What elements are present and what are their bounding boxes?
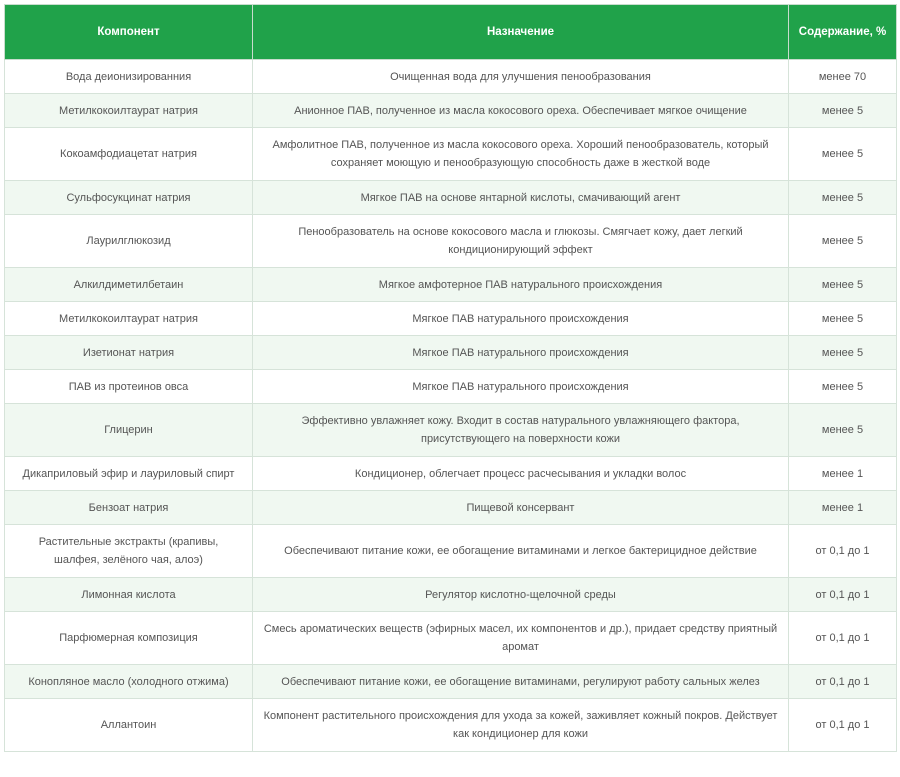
cell-component: Метилкокоилтаурат натрия	[5, 94, 253, 128]
table-row	[5, 457, 897, 491]
cell-purpose: Мягкое ПАВ на основе янтарной кислоты, смачивающий агент	[253, 181, 789, 215]
cell-content: менее 5	[789, 302, 897, 336]
cell-purpose: Обеспечивают питание кожи, ее обогащение витаминами, регулируют работу сальных желез	[253, 665, 789, 699]
table-row	[5, 215, 897, 268]
cell-component: Метилкокоилтаурат натрия	[5, 302, 253, 336]
cell-content: от 0,1 до 1	[789, 699, 897, 752]
cell-component: Конопляное масло (холодного отжима)	[5, 665, 253, 699]
cell-component: Алкилдиметилбетаин	[5, 268, 253, 302]
cell-content: от 0,1 до 1	[789, 525, 897, 578]
cell-purpose: Пищевой консервант	[253, 491, 789, 525]
table-row	[5, 336, 897, 370]
table-row	[5, 578, 897, 612]
cell-component: Сульфосукцинат натрия	[5, 181, 253, 215]
cell-component: Бензоат натрия	[5, 491, 253, 525]
cell-content: менее 5	[789, 370, 897, 404]
table-row	[5, 302, 897, 336]
cell-content: менее 5	[789, 404, 897, 457]
cell-purpose: Амфолитное ПАВ, полученное из масла кокосового ореха. Хороший пенообразователь, который сохраняет моющую и пенообразующую способность даже в жесткой воде	[253, 128, 789, 181]
cell-content: менее 70	[789, 60, 897, 94]
cell-purpose: Обеспечивают питание кожи, ее обогащение витаминами и легкое бактерицидное действие	[253, 525, 789, 578]
table-row	[5, 525, 897, 578]
cell-content: менее 5	[789, 94, 897, 128]
ingredients-table	[4, 4, 897, 752]
cell-component: Вода деионизированния	[5, 60, 253, 94]
cell-purpose: Компонент растительного происхождения для ухода за кожей, заживляет кожный покров. Действует как кондиционер для кожи	[253, 699, 789, 752]
cell-component: Дикаприловый эфир и лауриловый спирт	[5, 457, 253, 491]
cell-content: менее 5	[789, 336, 897, 370]
cell-purpose: Очищенная вода для улучшения пенообразования	[253, 60, 789, 94]
table-row	[5, 94, 897, 128]
cell-purpose: Анионное ПАВ, полученное из масла кокосового ореха. Обеспечивает мягкое очищение	[253, 94, 789, 128]
cell-component: Растительные экстракты (крапивы, шалфея, зелёного чая, алоэ)	[5, 525, 253, 578]
cell-component: Кокоамфодиацетат натрия	[5, 128, 253, 181]
cell-purpose: Смесь ароматических веществ (эфирных масел, их компонентов и др.), придает средству приятный аромат	[253, 612, 789, 665]
cell-component: Лимонная кислота	[5, 578, 253, 612]
column-header-purpose: Назначение	[253, 5, 789, 60]
table-row	[5, 370, 897, 404]
cell-content: менее 5	[789, 181, 897, 215]
table-row	[5, 181, 897, 215]
cell-purpose: Пенообразователь на основе кокосового масла и глюкозы. Смягчает кожу, дает легкий кондиционирующий эффект	[253, 215, 789, 268]
column-header-component: Компонент	[5, 5, 253, 60]
cell-component: ПАВ из протеинов овса	[5, 370, 253, 404]
cell-component: Парфюмерная композиция	[5, 612, 253, 665]
table-header-row	[5, 5, 897, 60]
table-row	[5, 60, 897, 94]
cell-purpose: Мягкое ПАВ натурального происхождения	[253, 370, 789, 404]
cell-component: Изетионат натрия	[5, 336, 253, 370]
cell-purpose: Регулятор кислотно-щелочной среды	[253, 578, 789, 612]
cell-content: от 0,1 до 1	[789, 665, 897, 699]
cell-purpose: Эффективно увлажняет кожу. Входит в состав натурального увлажняющего фактора, присутствующего на поверхности кожи	[253, 404, 789, 457]
cell-purpose: Мягкое амфотерное ПАВ натурального происхождения	[253, 268, 789, 302]
table-row	[5, 699, 897, 752]
cell-content: менее 5	[789, 128, 897, 181]
cell-component: Глицерин	[5, 404, 253, 457]
cell-content: менее 5	[789, 268, 897, 302]
table-row	[5, 665, 897, 699]
table-row	[5, 404, 897, 457]
cell-purpose: Мягкое ПАВ натурального происхождения	[253, 336, 789, 370]
cell-content: менее 1	[789, 491, 897, 525]
column-header-content: Содержание, %	[789, 5, 897, 60]
cell-content: от 0,1 до 1	[789, 612, 897, 665]
cell-content: от 0,1 до 1	[789, 578, 897, 612]
table-row	[5, 268, 897, 302]
table-row	[5, 491, 897, 525]
table-row	[5, 612, 897, 665]
cell-content: менее 1	[789, 457, 897, 491]
cell-purpose: Кондиционер, облегчает процесс расчесывания и укладки волос	[253, 457, 789, 491]
cell-component: Лаурилглюкозид	[5, 215, 253, 268]
cell-content: менее 5	[789, 215, 897, 268]
table-row	[5, 128, 897, 181]
cell-component: Аллантоин	[5, 699, 253, 752]
cell-purpose: Мягкое ПАВ натурального происхождения	[253, 302, 789, 336]
